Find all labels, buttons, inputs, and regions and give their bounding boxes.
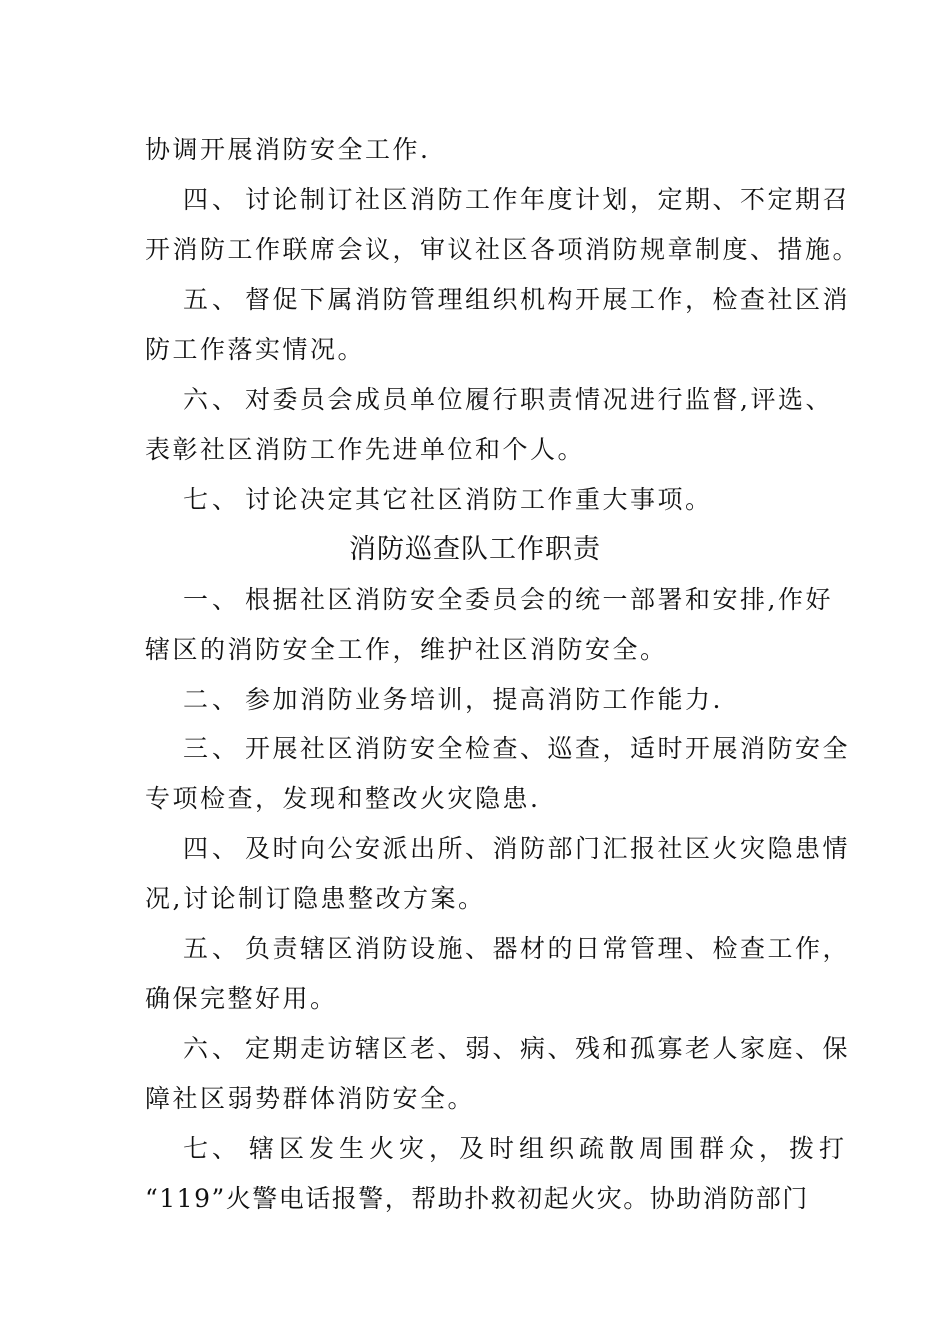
s2-item-1-line2: 辖区的消防安全工作，维护社区消防安全。 bbox=[145, 635, 668, 664]
item-number: 二、 bbox=[183, 685, 242, 714]
s2-item-2-line1 bbox=[183, 680, 805, 720]
item-text: 及时向公安派出所、消防部门汇报社区火灾隐患情 bbox=[245, 834, 851, 863]
s2-item-6-line1 bbox=[183, 1029, 851, 1069]
s2-item-7-line1 bbox=[183, 1129, 850, 1169]
item-number: 四、 bbox=[183, 185, 242, 214]
item-text: 根据社区消防安全委员会的统一部署和安排,作好 bbox=[245, 585, 833, 614]
item-number: 六、 bbox=[183, 385, 242, 414]
item-text: 对委员会成员单位履行职责情况进行监督,评选、 bbox=[245, 385, 833, 414]
item-text: 负责辖区消防设施、器材的日常管理、检查工作， bbox=[245, 934, 851, 963]
s2-item-6-line2: 障社区弱势群体消防安全。 bbox=[145, 1084, 476, 1113]
s2-item-4-line2: 况,讨论制订隐患整改方案。 bbox=[145, 884, 486, 913]
s2-item-7-line2: “119”火警电话报警，帮助扑救初起火灾。协助消防部门 bbox=[145, 1184, 809, 1213]
s2-item-5-line1 bbox=[183, 929, 851, 969]
item-number: 四、 bbox=[183, 834, 242, 863]
s1-item-6-line2: 表彰社区消防工作先进单位和个人。 bbox=[145, 435, 586, 464]
item-text: 讨论制订社区消防工作年度计划，定期、不定期召 bbox=[245, 185, 851, 214]
item-number: 一、 bbox=[183, 585, 242, 614]
s2-item-4-line1 bbox=[183, 829, 851, 869]
s1-item-4-line1 bbox=[183, 180, 851, 220]
s1-item-5-line1 bbox=[183, 280, 851, 320]
item-number: 五、 bbox=[183, 285, 242, 314]
s2-item-3-line2: 专项检查，发现和整改火灾隐患. bbox=[145, 784, 541, 813]
item-number: 七、 bbox=[183, 485, 242, 514]
s1-item-5-line2: 防工作落实情况。 bbox=[145, 335, 366, 364]
s2-item-1-line1 bbox=[183, 580, 833, 620]
paragraph-continuation: 协调开展消防安全工作. bbox=[145, 135, 431, 164]
item-text: 参加消防业务培训，提高消防工作能力. bbox=[245, 685, 723, 714]
s2-item-3-line1 bbox=[183, 729, 851, 769]
item-text: 督促下属消防管理组织机构开展工作，检查社区消 bbox=[245, 285, 851, 314]
s2-item-5-line2: 确保完整好用。 bbox=[145, 984, 338, 1013]
s1-item-6-line1 bbox=[183, 380, 833, 420]
item-text: 定期走访辖区老、弱、病、残和孤寡老人家庭、保 bbox=[245, 1034, 851, 1063]
item-text: 辖区发生火灾，及时组织疏散周围群众，拨打 bbox=[249, 1134, 850, 1163]
item-text: 讨论决定其它社区消防工作重大事项。 bbox=[245, 485, 713, 514]
s1-item-4-line2: 开消防工作联席会议，审议社区各项消防规章制度、措施。 bbox=[145, 235, 861, 264]
item-text: 开展社区消防安全检查、巡查，适时开展消防安全 bbox=[245, 734, 851, 763]
item-number: 三、 bbox=[183, 734, 242, 763]
s1-item-7-line1 bbox=[183, 480, 805, 520]
item-number: 六、 bbox=[183, 1034, 242, 1063]
section-title: 消防巡查队工作职责 bbox=[349, 534, 601, 565]
item-number: 五、 bbox=[183, 934, 242, 963]
item-number: 七、 bbox=[183, 1134, 242, 1163]
